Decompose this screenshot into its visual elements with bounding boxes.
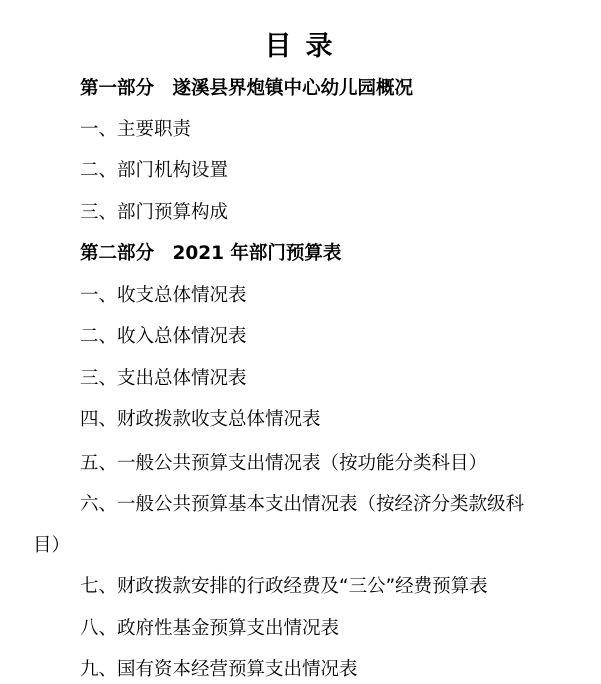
toc-item: 八、政府性基金预算支出情况表: [80, 618, 340, 639]
page-title: 目录: [264, 31, 347, 62]
toc-item: 三、部门预算构成: [80, 202, 229, 223]
toc-item-continuation: 目）: [33, 535, 71, 556]
toc-item: 一、收支总体情况表: [80, 285, 247, 306]
toc-item: 六、一般公共预算基本支出情况表（按经济分类款级科: [80, 494, 525, 515]
toc-item: 二、部门机构设置: [80, 160, 229, 181]
toc-part-1-heading: 第一部分 遂溪县界炮镇中心幼儿园概况: [80, 78, 414, 99]
toc-item: 一、主要职责: [80, 119, 192, 140]
toc-part-2-heading: 第二部分 2021 年部门预算表: [80, 243, 342, 264]
toc-item: 七、财政拨款安排的行政经费及“三公”经费预算表: [80, 576, 488, 597]
toc-item: 九、国有资本经营预算支出情况表: [80, 659, 358, 680]
toc-item: 三、支出总体情况表: [80, 368, 247, 389]
toc-item: 二、收入总体情况表: [80, 326, 247, 347]
toc-item: 五、一般公共预算支出情况表（按功能分类科目）: [80, 453, 488, 474]
toc-item: 四、财政拨款收支总体情况表: [80, 409, 321, 430]
